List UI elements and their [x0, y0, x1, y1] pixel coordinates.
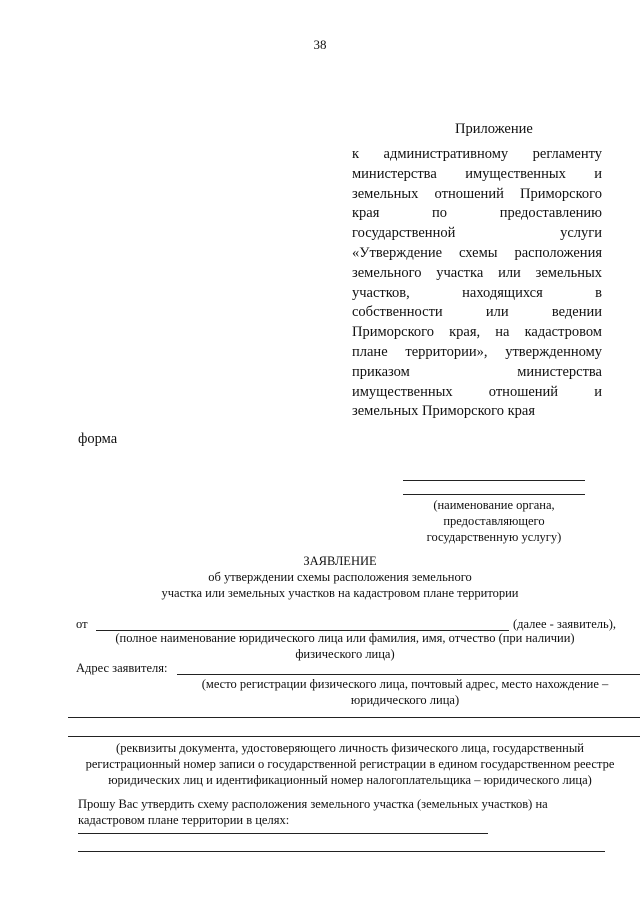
address-caption-line: юридического лица): [350, 693, 460, 707]
requisites-caption: [60, 740, 640, 788]
appendix-line: земельных отношений Приморского: [352, 185, 602, 202]
requisites-caption-line: регистрационный номер записи о государственной регистрации в едином государственном реестре: [85, 757, 615, 771]
appendix-line: участков, находящихся в: [352, 284, 602, 301]
address-line[interactable]: [177, 674, 640, 675]
address-label: Адрес заявителя:: [76, 661, 168, 675]
appendix-title: Приложение: [455, 121, 533, 137]
purpose-line-2[interactable]: [78, 851, 605, 852]
appendix-line: плане территории», утвержденному: [352, 343, 602, 360]
appendix-text: [352, 145, 602, 422]
appendix-line: собственности или ведении: [352, 304, 602, 321]
appendix-line: «Утверждение схемы расположения: [352, 244, 602, 261]
appendix-line: приказом министерства: [352, 363, 602, 380]
statement-subtitle: участка или земельных участков на кадастровом плане территории: [161, 586, 519, 600]
applicant-suffix: (далее - заявитель),: [513, 617, 616, 631]
form-label: форма: [78, 431, 118, 447]
requisites-line-1[interactable]: [68, 717, 640, 718]
address-caption: [170, 676, 640, 708]
appendix-line: Приморского края, на кадастровом: [352, 324, 602, 341]
appendix-line: земельных Приморского края: [352, 403, 536, 420]
requisites-line-2[interactable]: [68, 736, 640, 737]
authority-line-1: [403, 480, 585, 481]
applicant-caption-line: физического лица): [295, 647, 395, 661]
page-number: 38: [313, 37, 327, 52]
requisites-caption-line: юридических лиц и идентификационный номер налогоплательщика – юридического лица): [108, 773, 592, 787]
authority-caption-line: государственную услугу): [426, 530, 562, 544]
authority-caption-line: (наименование органа,: [433, 498, 555, 512]
request-line: кадастровом плане территории в целях:: [78, 813, 290, 827]
applicant-caption-line: (полное наименование юридического лица или фамилия, имя, отчество (при наличии): [115, 631, 575, 645]
authority-caption: [403, 497, 585, 545]
requisites-caption-line: (реквизиты документа, удостоверяющего личность физического лица, государственный: [116, 741, 584, 755]
applicant-caption: [80, 630, 610, 662]
statement-title: ЗАЯВЛЕНИЕ: [303, 554, 377, 568]
appendix-line: к административному регламенту: [352, 146, 602, 162]
appendix-line: края по предоставлению: [352, 205, 602, 222]
appendix-line: земельного участка или земельных: [352, 264, 602, 281]
from-label: от: [76, 617, 88, 631]
authority-line-2: [403, 494, 585, 495]
request-text: [78, 796, 548, 828]
appendix-line: имущественных отношений и: [352, 383, 602, 400]
address-caption-line: (место регистрации физического лица, почтовый адрес, место нахождение –: [201, 677, 609, 691]
authority-caption-line: предоставляющего: [443, 514, 545, 528]
purpose-line-1[interactable]: [78, 833, 488, 834]
appendix-line: государственной услуги: [352, 225, 602, 242]
statement-subtitle: об утверждении схемы расположения земельного: [208, 570, 472, 584]
statement-heading: [0, 553, 640, 601]
request-line: Прошу Вас утвердить схему расположения земельного участка (земельных участков) на: [78, 797, 548, 811]
appendix-line: министерства имущественных и: [352, 165, 602, 182]
